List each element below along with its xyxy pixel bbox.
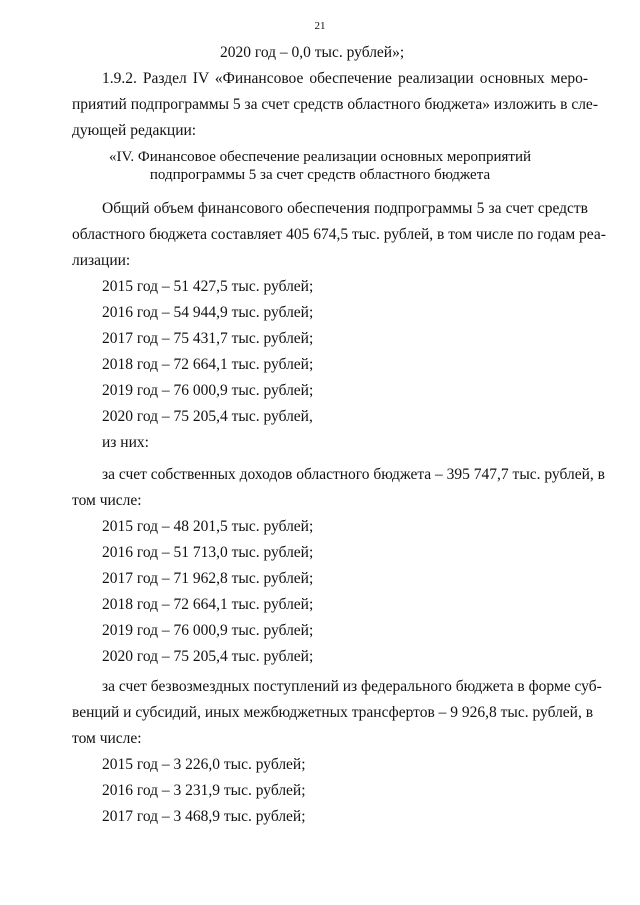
own-year-2020: 2020 год – 75 205,4 тыс. рублей; <box>102 648 314 665</box>
federal-year-2016: 2016 год – 3 231,9 тыс. рублей; <box>102 782 306 799</box>
total-year-2019: 2019 год – 76 000,9 тыс. рублей; <box>102 382 314 399</box>
total-year-2020: 2020 год – 75 205,4 тыс. рублей, <box>102 408 313 425</box>
own-year-2016: 2016 год – 51 713,0 тыс. рублей; <box>102 544 314 561</box>
intro-line-2: приятий подпрограммы 5 за счет средств областного бюджета» изложить в сле- <box>72 96 598 113</box>
federal-line-2: венций и субсидий, иных межбюджетных трансфертов – 9 926,8 тыс. рублей, в <box>72 704 594 721</box>
total-year-2015: 2015 год – 51 427,5 тыс. рублей; <box>102 278 314 295</box>
own-year-2019: 2019 год – 76 000,9 тыс. рублей; <box>102 622 314 639</box>
of-them-label: из них: <box>102 434 149 451</box>
own-year-2015: 2015 год – 48 201,5 тыс. рублей; <box>102 518 314 535</box>
section-heading-line-1: «IV. Финансовое обеспечение реализации основных мероприятий <box>108 149 532 165</box>
section-heading-line-2: подпрограммы 5 за счет средств областного бюджета <box>149 167 491 183</box>
intro-line-3: дующей редакции: <box>72 122 197 139</box>
total-year-2016: 2016 год – 54 944,9 тыс. рублей; <box>102 304 314 321</box>
total-line-1: Общий объем финансового обеспечения подпрограммы 5 за счет средств <box>102 200 588 217</box>
own-year-2017: 2017 год – 71 962,8 тыс. рублей; <box>102 570 314 587</box>
own-year-2018: 2018 год – 72 664,1 тыс. рублей; <box>102 596 314 613</box>
total-year-2017: 2017 год – 75 431,7 тыс. рублей; <box>102 330 314 347</box>
top-line: 2020 год – 0,0 тыс. рублей»; <box>220 44 405 61</box>
federal-year-2015: 2015 год – 3 226,0 тыс. рублей; <box>102 756 306 773</box>
federal-line-3: том числе: <box>72 730 142 747</box>
own-line-1: за счет собственных доходов областного бюджета – 395 747,7 тыс. рублей, в <box>102 466 605 483</box>
page-number: 21 <box>314 20 326 32</box>
total-line-3: лизации: <box>72 252 131 269</box>
total-line-2: областного бюджета составляет 405 674,5 тыс. рублей, в том числе по годам реа- <box>72 226 606 243</box>
own-line-2: том числе: <box>72 492 142 509</box>
federal-line-1: за счет безвозмездных поступлений из федерального бюджета в форме суб- <box>102 678 602 695</box>
total-year-2018: 2018 год – 72 664,1 тыс. рублей; <box>102 356 314 373</box>
intro-line-1: 1.9.2. Раздел IV «Финансовое обеспечение реализации основных меро- <box>102 70 588 87</box>
federal-year-2017: 2017 год – 3 468,9 тыс. рублей; <box>102 808 306 825</box>
